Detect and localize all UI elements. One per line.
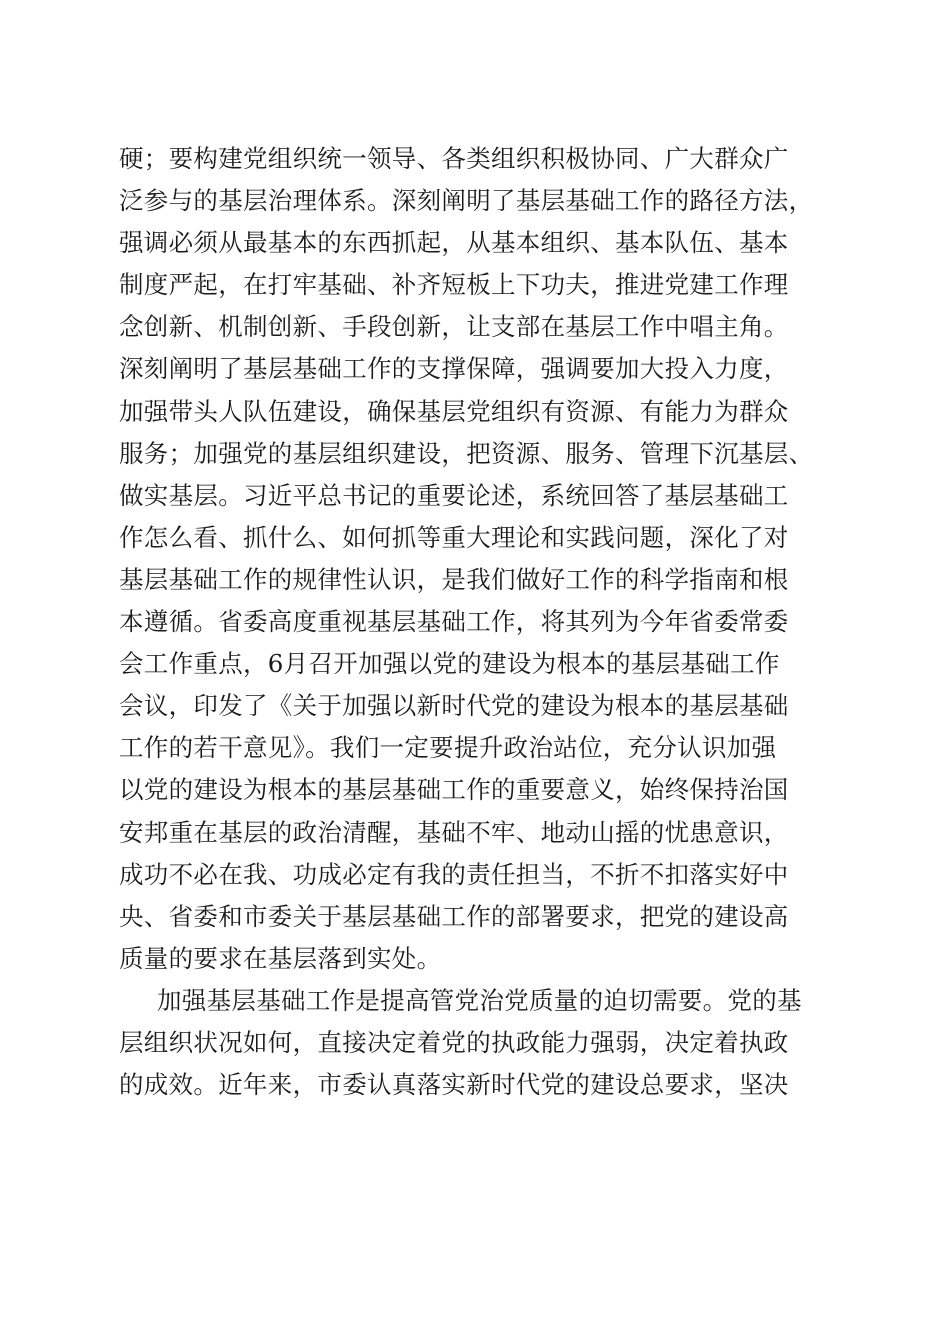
text-line: 质量的要求在基层落到实处。 (119, 943, 442, 973)
text-line: 制度严起，在打牢基础、补齐短板上下功夫，推进党建工作理 (119, 270, 789, 300)
text-line: 加强基层基础工作是提高管党治党质量的迫切需要。党的基 (157, 985, 802, 1015)
text-line: 安邦重在基层的政治清醒，基础不牢、地动山摇的忧患意识， (119, 817, 789, 847)
text-line: 会议，印发了《关于加强以新时代党的建设为根本的基层基础 (119, 691, 789, 721)
text-line: 以党的建设为根本的基层基础工作的重要意义，始终保持治国 (119, 775, 789, 805)
text-line: 泛参与的基层治理体系。深刻阐明了基层基础工作的路径方法， (119, 186, 814, 216)
text-line: 深刻阐明了基层基础工作的支撑保障，强调要加大投入力度， (119, 354, 789, 384)
paragraph-2 (119, 980, 839, 1106)
text-line: 强调必须从最基本的东西抓起，从基本组织、基本队伍、基本 (119, 228, 789, 258)
text-line: 硬；要构建党组织统一领导、各类组织积极协同、广大群众广 (119, 144, 789, 173)
text-line: 念创新、机制创新、手段创新，让支部在基层工作中唱主角。 (119, 312, 789, 342)
paragraph-1 (119, 138, 839, 980)
text-line: 层组织状况如何，直接决定着党的执政能力强弱，决定着执政 (119, 1027, 789, 1057)
text-line: 本遵循。省委高度重视基层基础工作，将其列为今年省委常委 (119, 607, 789, 637)
text-line: 作怎么看、抓什么、如何抓等重大理论和实践问题，深化了对 (119, 522, 789, 552)
text-line: 成功不必在我、功成必定有我的责任担当，不折不扣落实好中 (119, 859, 789, 889)
text-line: 基层基础工作的规律性认识，是我们做好工作的科学指南和根 (119, 564, 789, 594)
text-line: 央、省委和市委关于基层基础工作的部署要求，把党的建设高 (119, 901, 789, 931)
body-text (119, 138, 839, 1106)
text-line: 做实基层。习近平总书记的重要论述，系统回答了基层基础工 (119, 480, 789, 510)
text-line: 会工作重点，6月召开加强以党的建设为根本的基层基础工作 (119, 649, 780, 679)
text-line: 加强带头人队伍建设，确保基层党组织有资源、有能力为群众 (119, 396, 789, 426)
text-line: 的成效。近年来，市委认真落实新时代党的建设总要求，坚决 (119, 1070, 789, 1100)
text-line: 工作的若干意见》。我们一定要提升政治站位，充分认识加强 (119, 733, 777, 763)
text-line: 服务；加强党的基层组织建设，把资源、服务、管理下沉基层、 (119, 438, 814, 468)
